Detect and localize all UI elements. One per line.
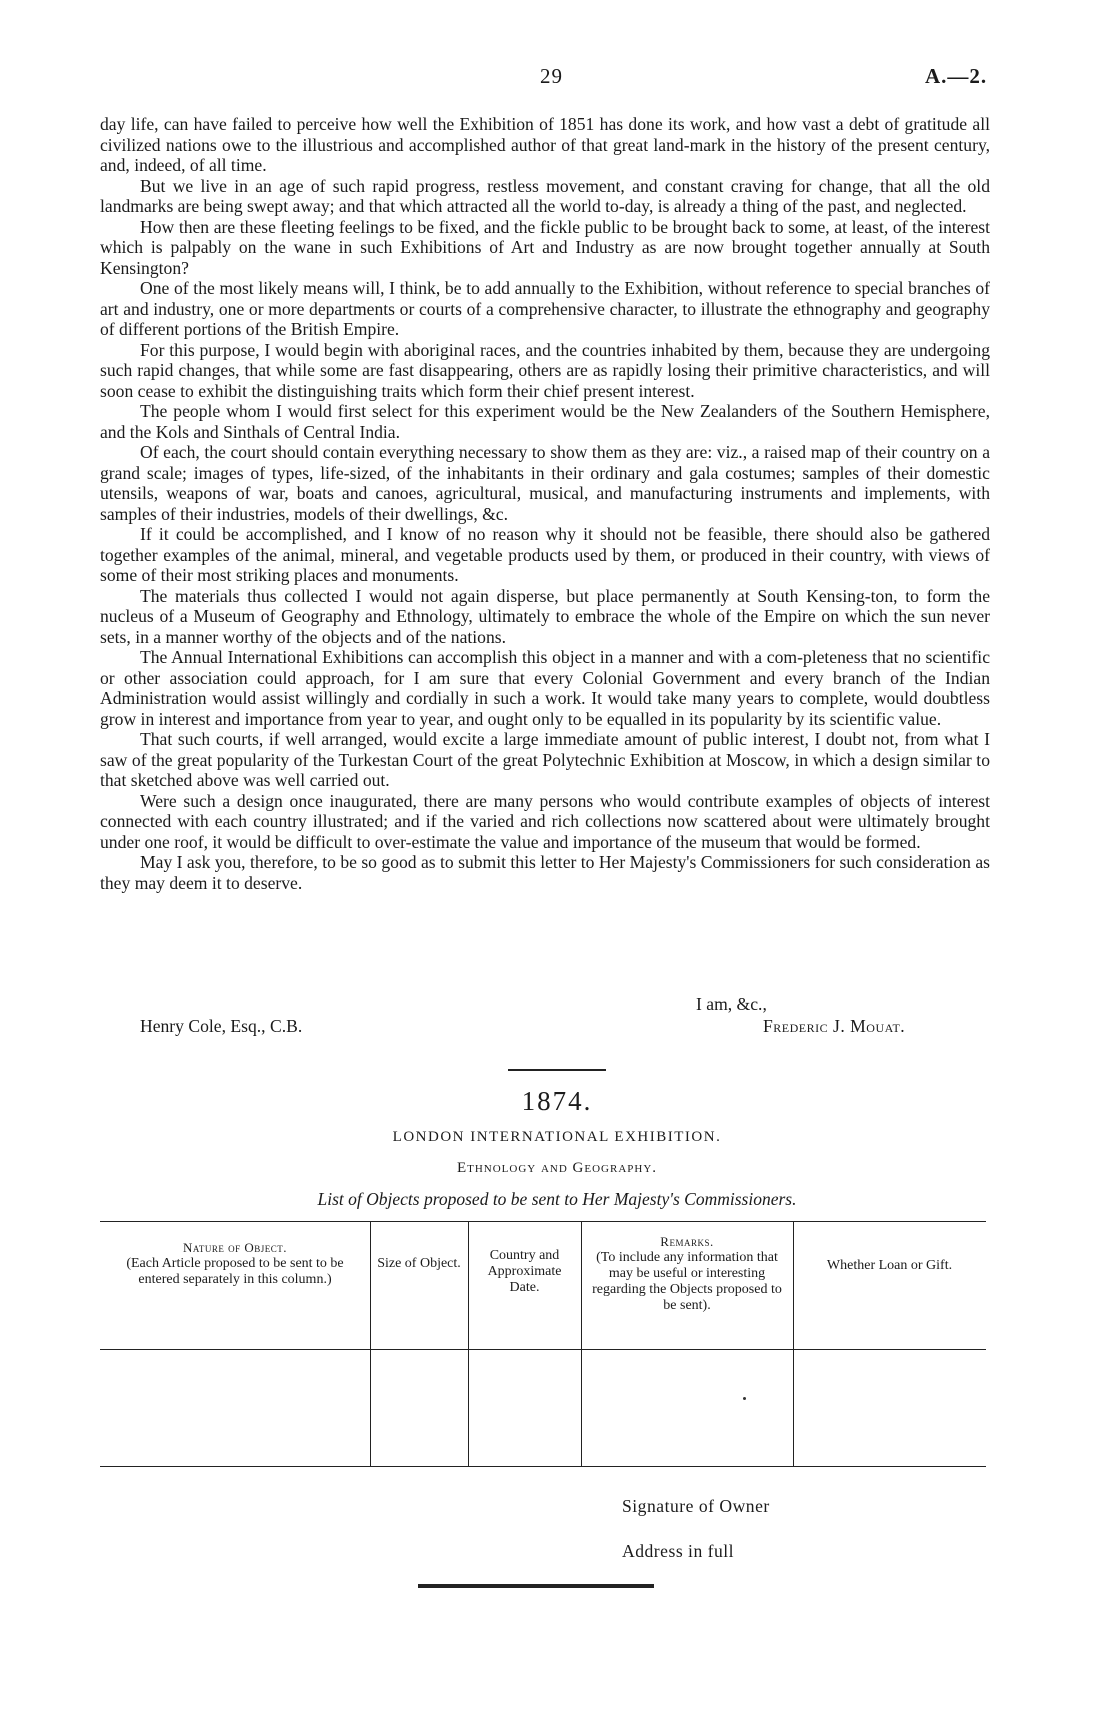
section-divider (508, 1069, 606, 1071)
column-title: Remarks. (660, 1234, 714, 1249)
column-header-nature (106, 1240, 364, 1288)
closing-rule (418, 1584, 654, 1588)
letter-paragraph: The Annual International Exhibitions can accomplish this object in a manner and with a com-pleteness that no scientific or other association could approach, for I am sure that every Colonial Government and every branch of the Indian Administration would assist willingly and cordially in such a work. It would take many years to complete, would doubtless grow in interest and importance from year to year, and ought only to be equalled in its popularity by its scientific value. (100, 647, 990, 729)
letter-paragraph: Of each, the court should contain everything necessary to show them as they are: viz., a raised map of their country on a grand scale; images of types, life-sized, of the inhabitants in their ordinary and gala costumes; samples of their domestic utensils, weapons of war, boats and canoes, agricultural, musical, and manufacturing instruments and implements, with samples of their industries, models of their dwellings, &c. (100, 442, 990, 524)
header-rule (100, 1349, 986, 1350)
column-divider (581, 1222, 582, 1466)
letter-paragraph: May I ask you, therefore, to be so good as to submit this letter to Her Majesty's Commissioners for such consideration as they may deem it to deserve. (100, 852, 990, 893)
letter-paragraph: One of the most likely means will, I think, be to add annually to the Exhibition, without reference to special branches of art and industry, one or more departments or courts of a comprehensive character, to illustrate the ethnography and geography of different portions of the British Empire. (100, 278, 990, 339)
column-header-size (376, 1256, 462, 1272)
letter-signatory: Frederic J. Mouat. (763, 1016, 906, 1036)
column-divider (793, 1222, 794, 1466)
column-note: Size of Object. (377, 1256, 461, 1271)
section-title: Ethnology and Geography. (456, 1160, 658, 1176)
column-title: Nature of Object. (182, 1240, 288, 1255)
column-note: Whether Loan or Gift. (826, 1258, 953, 1273)
column-note: Country and Approximate Date. (487, 1248, 562, 1295)
letter-addressee: Henry Cole, Esq., C.B. (140, 1016, 303, 1036)
form-year: 1874. (521, 1086, 593, 1116)
letter-paragraph: For this purpose, I would begin with aboriginal races, and the countries inhabited by them, because they are undergoing such rapid changes, that while some are fast disappearing, others are as rapidly losing their primitive characteristics, and will soon cease to exhibit the distinguishing traits which form their chief present interest. (100, 339, 990, 401)
column-divider (468, 1222, 469, 1466)
letter-paragraph: If it could be accomplished, and I know of no reason why it should not be feasible, there should also be gathered together examples of the animal, mineral, and vegetable products used by them, or produced in their country, with views of some of their most striking places and monuments. (100, 524, 990, 585)
column-header-remarks (587, 1234, 787, 1314)
page-reference: A.—2. (925, 64, 988, 88)
exhibition-title: LONDON INTERNATIONAL EXHIBITION. (392, 1129, 722, 1145)
letter-paragraph: The people whom I would first select for this experiment would be the New Zealanders of the Southern Hemisphere, and the Kols and Sinthals of Central India. (100, 401, 990, 442)
list-caption: List of Objects proposed to be sent to Her Majesty's Commissioners. (317, 1189, 797, 1209)
letter-paragraph: But we live in an age of such rapid progress, restless movement, and constant craving for change, that all the old landmarks are being swept away; and that which attracted all the world to-day, is already a thing of the past, and neglected. (100, 175, 990, 216)
letter-paragraph: The materials thus collected I would not again disperse, but place permanently at South Kensing-ton, to form the nucleus of a Museum of Geography and Ethnology, ultimately to embrace the whole of the Empire on which the sun never sets, in a manner worthy of the objects and of the nations. (100, 585, 990, 647)
letter-paragraph: That such courts, if well arranged, would excite a large immediate amount of public interest, I doubt not, from what I saw of the great popularity of the Turkestan Court of the great Polytechnic Exhibition at Moscow, in which a design similar to that sketched above was well carried out. (100, 729, 990, 790)
address-field-label: Address in full (622, 1541, 735, 1561)
letter-paragraph: Were such a design once inaugurated, there are many persons who would contribute examples of objects of interest connected with each country illustrated; and if the varied and rich collections now scattered about were ultimately brought under one roof, it would be difficult to over-estimate the value and importance of the museum that would be formed. (100, 790, 990, 852)
column-header-country (474, 1248, 575, 1296)
signature-field-label: Signature of Owner (622, 1496, 770, 1516)
objects-table (100, 1221, 986, 1467)
column-note: (Each Article proposed to be sent to be entered separately in this column.) (126, 1256, 344, 1287)
column-note: (To include any information that may be useful or interesting regarding the Objects proposed to be sent). (592, 1250, 782, 1313)
page-number: 29 (540, 64, 563, 88)
column-divider (370, 1222, 371, 1466)
letter-paragraph: day life, can have failed to perceive how well the Exhibition of 1851 has done its work, and how vast a debt of gratitude all civilized nations owe to the illustrious and accomplished author of that great land-mark in the history of the present century, and, indeed, of all time. (100, 114, 990, 175)
ink-speck (743, 1397, 746, 1400)
letter-paragraph: How then are these fleeting feelings to be fixed, and the fickle public to be brought back to some, at least, of the interest which is palpably on the wane in such Exhibitions of Art and Industry as are now brought together annually at South Kensington? (100, 216, 990, 278)
letter-body (100, 114, 990, 893)
column-header-loan-gift (799, 1258, 980, 1274)
letter-closing: I am, &c., (696, 994, 767, 1014)
